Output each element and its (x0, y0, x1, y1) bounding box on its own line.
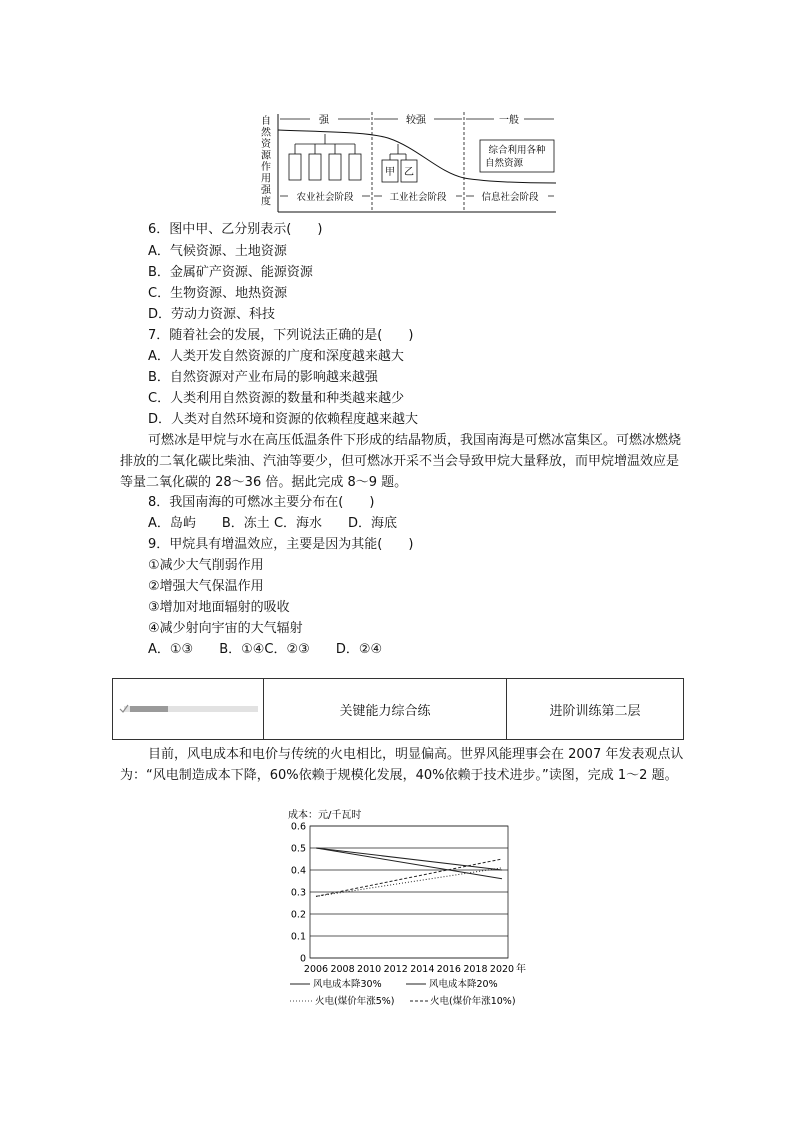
diagram-y-label-char: 作 (261, 162, 271, 173)
chart-x-ticks (304, 964, 514, 975)
chart-ylabel: 成本：元/千瓦时 (288, 810, 362, 821)
passage-wind-power: 目前，风电成本和电价与传统的火电相比，明显偏高。世界风能理事会在 2007 年发表观点认为：“风电制造成本下降，60%依赖于规模化发展，40%依赖于技术进步。”读图，完成 1～2 题。 (120, 747, 684, 783)
legend-wind-30: 风电成本降30% (313, 979, 382, 990)
banner-middle-title: 关键能力综合练 (264, 679, 507, 739)
diagram-y-label-char: 然 (261, 127, 271, 139)
info-box-line2: 自然资源 (484, 158, 524, 169)
box-yi: 乙 (404, 167, 414, 178)
chart-xlabel: 年 (516, 964, 526, 975)
legend-thermal-5: 火电(煤价年涨5%) (315, 996, 395, 1007)
series-line-1 (316, 848, 502, 879)
question-9-options: A．①③ B．①④C．②③ D．②④ (148, 642, 383, 657)
banner-left-cell (113, 679, 264, 739)
x-tick-label: 2012 (383, 964, 408, 975)
question-6-option-b: B．金属矿产资源、能源资源 (148, 265, 313, 280)
question-9-item-3: ③增加对地面辐射的吸收 (148, 600, 290, 615)
top-label-normal: 一般 (499, 115, 519, 126)
diagram-y-label-char: 强 (261, 185, 271, 196)
stage-information: 信息社会阶段 (481, 192, 539, 203)
info-box-line1: 综合利用各种 (488, 145, 546, 156)
chart-y-ticks (291, 822, 306, 965)
question-7-option-c: C．人类利用自然资源的数量和种类越来越少 (148, 391, 405, 406)
x-tick-label: 2008 (330, 964, 355, 975)
y-tick-label: 0.2 (290, 909, 306, 921)
section-banner (112, 678, 684, 740)
question-6-option-d: D．劳动力资源、科技 (148, 307, 276, 322)
progress-bar-graphic (118, 702, 258, 716)
question-9: 9．甲烷具有增温效应，主要是因为其能( ) (148, 537, 414, 552)
question-7: 7．随着社会的发展，下列说法正确的是( ) (148, 328, 414, 343)
banner-right-title: 进阶训练第二层 (549, 703, 641, 719)
question-6: 6．图中甲、乙分别表示( ) (148, 222, 323, 237)
x-tick-label: 2010 (357, 964, 382, 975)
series-line-4 (316, 859, 502, 896)
question-7-option-b: B．自然资源对产业布局的影响越来越强 (148, 370, 378, 385)
top-label-strong: 强 (319, 115, 329, 126)
diagram-y-label-char: 度 (261, 196, 271, 208)
stage-industrial: 工业社会阶段 (389, 192, 447, 203)
question-9-item-4: ④减少射向宇宙的大气辐射 (148, 621, 303, 636)
question-8-options: A．岛屿 B．冻土 C．海水 D．海底 (148, 516, 398, 531)
resource-stage-diagram (258, 108, 560, 218)
x-tick-label: 2018 (463, 964, 488, 975)
stage-agriculture: 农业社会阶段 (296, 192, 354, 203)
cost-line-chart (282, 806, 542, 1010)
question-6-option-a: A．气候资源、土地资源 (148, 244, 287, 259)
diagram-y-label-char: 资 (261, 139, 271, 150)
y-tick-label: 0.6 (290, 821, 306, 833)
y-tick-label: 0.5 (290, 843, 306, 855)
y-tick-label: 0.3 (290, 887, 306, 899)
diagram-y-label-char: 用 (261, 173, 271, 185)
question-9-item-1: ①减少大气削弱作用 (148, 558, 264, 573)
series-line-2 (316, 848, 502, 870)
x-tick-label: 2014 (410, 964, 435, 975)
question-9-item-2: ②增强大气保温作用 (148, 579, 264, 594)
legend-wind-20: 风电成本降20% (429, 979, 498, 990)
legend-thermal-10: 火电(煤价年涨10%) (430, 996, 516, 1007)
box-jia: 甲 (385, 167, 395, 178)
y-tick-label: 0.4 (290, 865, 306, 877)
chart-series (316, 848, 502, 896)
diagram-y-label (261, 114, 272, 208)
chart-grid (310, 826, 508, 958)
question-7-option-d: D．人类对自然环境和资源的依赖程度越来越大 (148, 412, 419, 427)
passage-combustible-ice: 可燃冰是甲烷与水在高压低温条件下形成的结晶物质，我国南海是可燃冰富集区。可燃冰燃烧排放的二氧化碳比柴油、汽油等要少，但可燃冰开采不当会导致甲烷大量释放，而甲烷增温效应是等量二氧化碳的 28～36 倍。据此完成 8～9 题。 (120, 433, 682, 490)
x-tick-label: 2016 (436, 964, 461, 975)
x-tick-label: 2020 (489, 964, 515, 975)
diagram-y-label-char: 源 (261, 150, 271, 162)
top-label-stronger: 较强 (406, 115, 426, 126)
y-tick-label: 0.1 (290, 931, 306, 943)
question-8: 8．我国南海的可燃冰主要分布在( ) (148, 495, 375, 510)
y-tick-label: 0 (299, 953, 306, 965)
x-tick-label: 2006 (303, 964, 329, 975)
diagram-y-label-char: 自 (261, 116, 271, 127)
question-7-option-a: A．人类开发自然资源的广度和深度越来越大 (148, 349, 404, 364)
question-6-option-c: C．生物资源、地热资源 (148, 286, 288, 301)
